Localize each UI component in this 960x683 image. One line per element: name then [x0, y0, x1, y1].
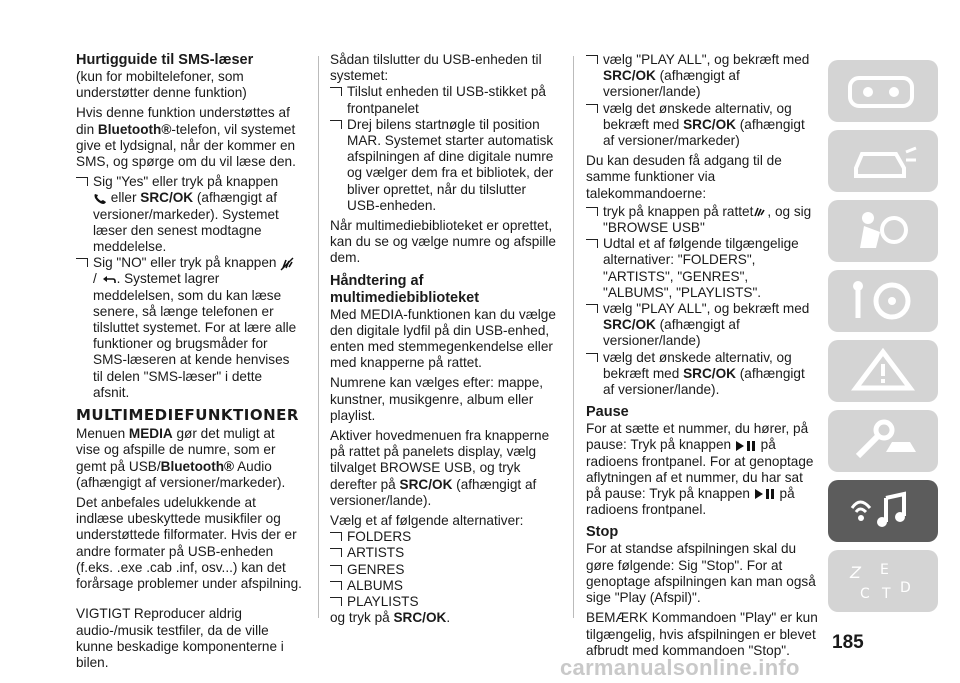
column-2	[330, 52, 562, 631]
tab-airbag[interactable]	[828, 200, 938, 262]
voice-command-icon	[753, 205, 767, 219]
voice-off-icon	[280, 257, 294, 271]
svg-text:E: E	[880, 562, 889, 578]
bullet-icon	[330, 565, 342, 574]
bold-text: SRC/OK	[393, 610, 447, 626]
text: . Systemet lagrer meddelelsen, som du kan læse senere, så længe telefonen er tilsluttet systemet. For at lære alle funktioner og brugsmåder for SMS-læseren at kende henvises til delen "SMS-læser" i dette afsnit.	[93, 271, 297, 400]
bullet-icon	[586, 207, 598, 216]
text: Menuen	[76, 426, 129, 442]
text: (afhængigt af versioner/lande).	[603, 365, 805, 398]
bullet-item	[586, 301, 818, 350]
pause-heading: Pause	[586, 404, 629, 421]
note-paragraph: BEMÆRK Kommandoen "Play" er kun tilgængelig, hvis afspilningen er blevet afbrudt med kommandoen "Stop".	[586, 610, 818, 658]
bold-text: MEDIA	[128, 426, 173, 442]
text: eller	[110, 190, 141, 206]
bullet-icon	[76, 258, 88, 267]
paragraph: Når multimediebiblioteket er oprettet, kan du se og vælge numre og afspille dem.	[330, 218, 556, 266]
bullet-item	[586, 204, 818, 236]
bullet-icon	[586, 353, 598, 362]
text: Hvis denne funktion understøttes af din	[76, 105, 290, 137]
bullet-icon	[586, 239, 598, 248]
bullet-item	[330, 562, 562, 578]
column-divider	[318, 56, 319, 618]
alphabet-index-icon	[846, 558, 920, 604]
tab-key-steering[interactable]	[828, 270, 938, 332]
play-pause-icon	[735, 440, 757, 452]
airbag-icon	[846, 208, 920, 254]
bullet-icon	[330, 597, 342, 606]
wrench-car-icon	[846, 418, 920, 464]
text: Aktiver hovedmenuen fra knapperne på rattet på panelets display, vælg tilvalget BROWSE USB, og tryk derefter på	[330, 428, 550, 492]
bold-text: Bluetooth®	[97, 121, 172, 137]
text: vælg "PLAY ALL", og bekræft med	[603, 52, 810, 67]
section-heading: MULTIMEDIEFUNKTIONER	[76, 406, 299, 425]
text: ARTISTS	[347, 545, 405, 561]
paragraph: Du kan desuden få adgang til de samme funktioner via talekommandoerne:	[586, 153, 782, 201]
bullet-icon	[76, 177, 88, 186]
text: Sig "NO" eller tryk på knappen	[93, 255, 277, 271]
text: FOLDERS	[347, 529, 412, 545]
tab-wrench-car[interactable]	[828, 410, 938, 472]
return-icon	[101, 274, 117, 285]
text: Sig "Yes" eller tryk på knappen	[93, 174, 279, 190]
text: (afhængigt af versioner/lande)	[603, 68, 740, 100]
paragraph: Vælg et af følgende alternativer:	[330, 513, 524, 529]
column-1	[76, 52, 302, 675]
text: GENRES	[347, 561, 405, 577]
bold-text: SRC/OK	[683, 116, 736, 132]
stop-heading: Stop	[586, 524, 619, 541]
text: på radioens frontpanel.	[586, 486, 795, 518]
media-bluetooth-icon	[846, 488, 920, 534]
watermark: carmanualsonline.info	[560, 655, 800, 680]
play-pause-icon	[754, 488, 776, 500]
bullet-item	[586, 101, 818, 150]
sms-paragraph	[76, 105, 302, 170]
svg-text:D: D	[900, 580, 911, 596]
bullet-item	[330, 545, 562, 561]
svg-text:T: T	[882, 586, 891, 602]
key-steering-icon	[846, 278, 920, 324]
text: -telefon, vil systemet give et lydsignal, når der kommer en SMS, og spørge om du vil læse den.	[76, 121, 296, 170]
page-number: 185	[832, 632, 864, 653]
bold-text: SRC/OK	[399, 476, 453, 492]
bullet-icon	[330, 581, 342, 590]
text: vælg det ønskede alternativ, og bekræft med	[603, 349, 792, 381]
paragraph: Det anbefales udelukkende at indlæse ubeskyttede musikfiler og understøttede filformater. Hvis der er andre formater på USB-enheden (f.eks. .exe .cab .inf, osv...) kan det forårsage problemer under afspilning.	[76, 495, 302, 592]
text: Drej bilens startnøgle til position MAR. Systemet starter automatisk afspilningen af dine digitale numre og vælger dem fra et bibliotek, der bliver oprettet, når du tilslutter USB-enheden.	[347, 116, 554, 213]
paragraph: Med MEDIA-funktionen kan du vælge den digitale lydfil på din USB-enhed, enten med stemmegenkendelse eller med knapperne på rattet.	[330, 306, 556, 371]
text: Audio (afhængigt af versioner/markeder).	[76, 458, 286, 490]
bullet-item	[330, 529, 562, 545]
text: og tryk på	[330, 610, 394, 626]
text: For at sætte et nummer, du hører, på pause: Tryk på knappen	[586, 421, 809, 453]
bullet-item	[586, 52, 818, 101]
bullet-item	[330, 117, 562, 214]
bullet-icon	[330, 87, 342, 96]
text: , og sig "BROWSE USB"	[603, 203, 812, 236]
warning-paragraph: VIGTIGT Reproducer aldrig audio-/musik testfiler, da de ville kunne beskadige komponenterne i bilen.	[76, 606, 284, 670]
stop-paragraph: For at standse afspilningen skal du gøre følgende: Sig "Stop". For at genoptage afspilningen kan man også sige "Play (Afspil)".	[586, 541, 816, 606]
bullet-icon	[586, 55, 598, 64]
bold-text: SRC/OK	[603, 68, 656, 84]
tab-warning-light[interactable]	[828, 340, 938, 402]
bullet-item	[586, 236, 818, 301]
text: (afhængigt af versioner/markeder)	[603, 116, 805, 149]
bullet-item	[330, 594, 562, 610]
bullet-icon	[586, 104, 598, 113]
text: på radioens frontpanel. For at genoptage aflytningen af et nummer, du har sat på pause: Tryk på knappen	[586, 437, 814, 502]
tab-car-dashboard[interactable]	[828, 60, 938, 122]
bold-text: SRC/OK	[140, 190, 194, 206]
text: (afhængigt af versioner/markeder). Systemet læser den senest modtagne meddelelse.	[93, 190, 279, 255]
paragraph: Sådan tilslutter du USB-enheden til systemet:	[330, 52, 542, 84]
text: PLAYLISTS	[347, 594, 419, 610]
bold-text: Bluetooth®	[160, 458, 235, 474]
column-divider	[573, 56, 574, 618]
phone-icon	[93, 193, 107, 205]
bullet-item	[330, 578, 562, 594]
chapter-tabs	[828, 60, 938, 620]
bullet-icon	[330, 120, 342, 129]
tab-car-lights[interactable]	[828, 130, 938, 192]
tab-alphabet-index[interactable]	[828, 550, 938, 612]
warning-light-icon	[846, 348, 920, 394]
paragraph	[330, 610, 562, 626]
paragraph	[330, 428, 562, 509]
text: gør det muligt at vise og afspille de numre, som er gemt på USB/	[76, 426, 276, 474]
pause-paragraph	[586, 421, 818, 518]
sms-subtitle: (kun for mobiltelefoner, som understøtter denne funktion)	[76, 69, 247, 101]
bold-text: SRC/OK	[683, 365, 736, 381]
library-heading: Håndtering af multimediebiblioteket	[330, 272, 480, 306]
text: ALBUMS	[347, 577, 403, 593]
media-paragraph	[76, 426, 302, 491]
car-dashboard-icon	[846, 68, 920, 114]
text: (afhængigt af versioner/lande).	[330, 476, 537, 508]
text: Tilslut enheden til USB-stikket på frontpanelet	[347, 84, 546, 116]
tab-media-bluetooth[interactable]	[828, 480, 938, 542]
sms-heading: Hurtigguide til SMS-læser	[76, 52, 254, 68]
svg-text:C: C	[860, 586, 870, 602]
text: tryk på knappen på rattet	[603, 203, 754, 219]
text: vælg det ønskede alternativ, og bekræft med	[603, 100, 792, 132]
text: Udtal et af følgende tilgængelige alternativer: "FOLDERS", "ARTISTS", "GENRES", "ALBUMS", "PLAYLISTS".	[603, 236, 799, 300]
text: .	[446, 610, 451, 626]
svg-text:Z: Z	[850, 563, 861, 582]
bullet-item	[330, 84, 562, 116]
bullet-item: Sig "NO" eller tryk på knappen / . Systemet lagrer meddelelsen, som du kan læse senere, så længe telefonen er tilsluttet systemet. For at lære alle funktioner og brugsmåder for SMS-læseren at kende henvises til delen "SMS-læser" i dette afsnit.	[76, 255, 302, 401]
bullet-item	[76, 174, 302, 255]
column-3	[586, 52, 818, 663]
bullet-icon	[330, 548, 342, 557]
bold-text: SRC/OK	[603, 317, 656, 333]
car-lights-icon	[846, 138, 920, 184]
bullet-item	[586, 350, 818, 399]
bullet-icon	[330, 532, 342, 541]
text: vælg "PLAY ALL", og bekræft med	[603, 301, 810, 317]
text: (afhængigt af versioner/lande)	[603, 317, 740, 349]
bullet-icon	[586, 304, 598, 313]
paragraph: Numrene kan vælges efter: mappe, kunstner, musikgenre, album eller playlist.	[330, 375, 544, 423]
